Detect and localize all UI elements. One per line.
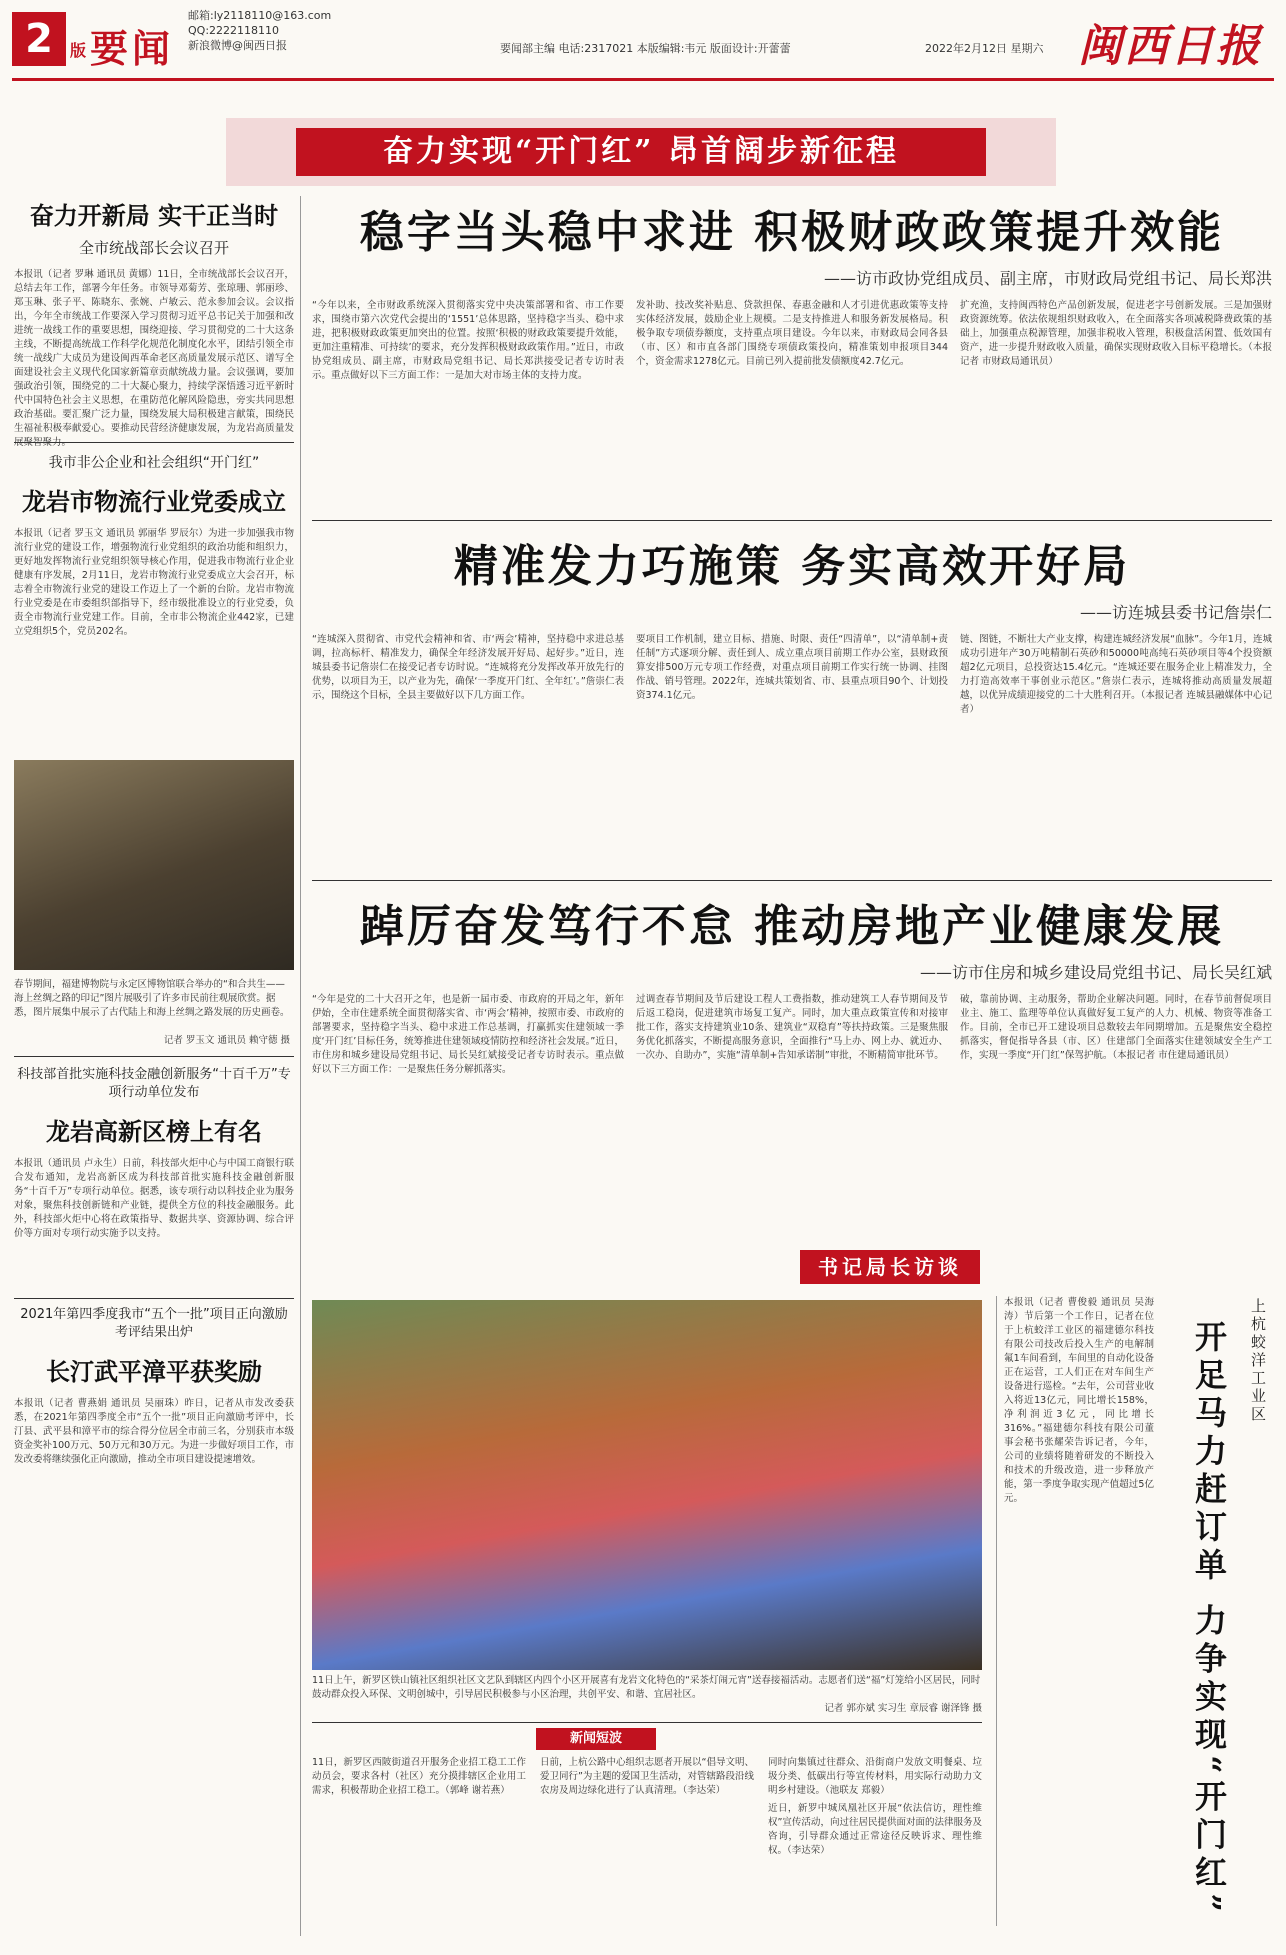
article-title: 龙岩高新区榜上有名 bbox=[46, 1117, 262, 1146]
interview-title: 开足马力赶订单 力争实现“开门红” bbox=[1190, 1320, 1228, 1918]
article-title: 踔厉奋发笃行不怠 推动房地产业健康发展 bbox=[359, 901, 1225, 952]
divider bbox=[14, 1298, 294, 1299]
divider bbox=[312, 880, 1272, 881]
contact-qq: QQ:2222118110 bbox=[188, 24, 280, 37]
festival-photo bbox=[312, 1300, 982, 1670]
news-briefs-tag: 新闻短波 bbox=[536, 1728, 656, 1750]
main-article-2 bbox=[312, 530, 1272, 903]
article-subtitle: 全市统战部长会议召开 bbox=[78, 239, 229, 257]
interview-divider bbox=[996, 1296, 997, 1926]
contact-email: 邮箱:ly2118110@163.com bbox=[188, 9, 332, 22]
article-title: 稳字当头稳中求进 积极财政政策提升效能 bbox=[359, 207, 1225, 258]
news-brief-item: 同时向集镇过往群众、沿街商户发放文明餐桌、垃圾分类、低碳出行等宣传材料，用实际行动助力文明乡村建设。（池联友 郑毅） bbox=[768, 1757, 982, 1796]
newspaper-logo: 闽西日报 bbox=[1078, 21, 1262, 72]
page-number: 2 bbox=[12, 12, 66, 66]
article-body: 本报讯（记者 罗琳 通讯员 黄娜）11日，全市统战部长会议召开，总结去年工作，部署今年任务。市领导邓菊芳、张琼珊、郭丽珍、郑玉琳、张子平、陈晓东、张婉、卢敏云、范永参加会议。会议指出，今年全市统战工作要深入学习贯彻习近平总书记关于加强和改进统一战线工作的重要思想，围绕迎接、学习贯彻党的二十大这条主线，不断提高统战工作科学化规范化制度化水平，团结引领全市统一战线广大成员为建设闽西革命老区高质量发展示范区、谱写全面建设社会主义现代化国家新篇章贡献统战力量。会议强调，要加强政治引领，围绕党的二十大凝心聚力，持续学深悟透习近平新时代中国特色社会主义思想，在重防范化解风险隐患，旁实共同思想政治基础。要汇聚广泛力量，围绕发展大局积极建言献策，围绕民生福祉积极奉献爱心。要推动民营经济健康发展，为龙岩高质量发 bbox=[14, 269, 294, 434]
exhibition-photo bbox=[14, 760, 294, 970]
article-title: 奋力开新局 实干正当时 bbox=[29, 201, 279, 230]
article-body-col: 扩充渔，支持闽西特色产品创新发展，促进老字号创新发展。三是加强财政资源统筹。依法依规组织财政收入，在全面落实各项减税降费政策的基础上，加强重点税源管理，加强非税收入管理，积极盘活闲置、低效国有资产，进一步提升财政收入质量，确保实现财政收入目标平稳增长。（本报记者 市财政局通讯员） bbox=[960, 300, 1272, 367]
news-brief-item: 近日，新罗中城凤凰社区开展“依法信访，理性维权”宣传活动，向过往居民提供面对面的法律服务及咨询，引导群众通过正常途径反映诉求、理性维权。（李达荣） bbox=[768, 1803, 982, 1856]
interview-side-label: 上杭蛟洋工业区 bbox=[1249, 1298, 1267, 1424]
article-kicker: 我市非公企业和社会组织“开门红” bbox=[48, 455, 260, 471]
article-title: 龙岩市物流行业党委成立 bbox=[22, 487, 286, 516]
masthead-rule bbox=[12, 78, 1274, 81]
contact-weibo: 新浪微博@闽西日报 bbox=[188, 39, 287, 52]
interview-body: 本报讯（记者 曹俊毅 通讯员 吴海涛）节后第一个工作日，记者在位于上杭蛟洋工业区的福建德尔科技有限公司技改后投入生产的电解制氟1车间看到，车间里的自动化设备正在运营，工人们正在对车间生产设备进行巡检。“去年，公司营业收入将近13亿元，同比增长158%，净利润近3亿元，同比增长316%。”福建德尔科技有限公司董事会秘书张耀荣告诉记者，今年，公司的业绩将随着研发的不断投入和技术的升级改造，进一步释放产能，第一季度争取实现产值超过5亿元。 bbox=[1004, 1297, 1154, 1504]
editor-info: 要闻部主编 电话:2317021 本版编辑:韦元 版面设计:开蕾蕾 bbox=[500, 42, 791, 55]
interview-tag: 书记局长访谈 bbox=[800, 1250, 980, 1284]
issue-date: 2022年2月12日 星期六 bbox=[925, 42, 1044, 55]
photo-credit: 记者 郭亦斌 实习生 章辰睿 谢泽锋 摄 bbox=[824, 1703, 982, 1714]
left-article-4 bbox=[14, 1306, 294, 1567]
divider bbox=[14, 442, 294, 443]
left-article-1 bbox=[14, 196, 294, 476]
article-body-col: 过调查春节期间及节后建设工程人工费指数，推动建筑工人春节期间及节后返工稳岗，促进建筑市场复工复产。同时，加大重点政策宣传和对接审批工作，落实支持建筑业10条、建筑业“双稳育”等扶持政策。三是聚焦服务优化抓落实，不断提高服务意识，全面推行“马上办、网上办、就近办、一次办、自助办”，实施“清单制+告知承诺制”审批，不断精简审批环节。 bbox=[636, 994, 948, 1061]
article-body-col: 发补助、技改奖补贴息、贷款担保、春惠金融和人才引进优惠政策等支持实体经济发展，鼓励企业上规模。二是支持推进人和服务新发展格局。积极争取专项债券额度，支持重点项目建设。今年以来，市财政局会同各县（市、区）和市直各部门围绕专项债政策投向，精准策划申报项目344个，资金需求1278亿元。目前已列入提前批发债额度42.7亿元。 bbox=[636, 300, 948, 367]
left-article-2 bbox=[14, 452, 294, 763]
article-body-col: 破，靠前协调、主动服务，帮助企业解决问题。同时，在春节前督促项目业主、施工、监理等单位认真做好复工复产的人力、机械、物资等准备工作。目前，全市已开工建设项目总数较去年同期增加。五是聚焦安全稳控抓落实，督促指导各县（市、区）住建部门全面落实住建领域安全生产工作，实现一季度“开门红”保驾护航。（本报记者 市住建局通讯员） bbox=[960, 994, 1272, 1061]
contact-info bbox=[188, 8, 331, 53]
article-title: 长汀武平漳平获奖励 bbox=[46, 1357, 262, 1386]
article-body-col: “今年是党的二十大召开之年，也是新一届市委、市政府的开局之年，新年伊始，全市住建系统全面贯彻落实省、市‘两会’精神，按照市委、市政府的部署要求，坚持稳字当头、稳中求进工作总基调，打赢抓实住建领域一季度‘开门红’目标任务，统筹推进住建领域疫情防控和经济社会发展。”近日，市住房和城乡建设局党组书记、局长吴红斌接受记者专访时表示。重点做好以下三方面工作：一是聚焦任务分解抓落实。 bbox=[312, 994, 624, 1075]
divider bbox=[14, 1056, 294, 1057]
article-body-col: 链、图链，不断壮大产业支撑，构建连城经济发展“血脉”。今年1月，连城成功引进年产30万吨精制石英砂和50000吨高纯石英砂项目等4个投资额超2亿元项目，总投资达15.4亿元。“连城还要在服务企业上精准发力，全力打造高效率干事创业示范区。”詹崇仁表示，连城将推动高质量发展超越，以优异成绩迎接党的二十大胜利召开。（本报记者 连城县融媒体中心记者） bbox=[960, 634, 1272, 715]
article-kicker: 2021年第四季度我市“五个一批”项目正向激励考评结果出炉 bbox=[20, 1307, 288, 1340]
photo-credit: 记者 罗玉文 通讯员 赖守德 摄 bbox=[163, 1035, 290, 1046]
article-byline: ——访市政协党组成员、副主席，市财政局党组书记、局长郑洪 bbox=[823, 269, 1272, 288]
page-suffix: 版 bbox=[70, 41, 87, 60]
main-article-1 bbox=[312, 196, 1272, 549]
divider bbox=[312, 1722, 982, 1723]
article-byline: ——访市住房和城乡建设局党组书记、局长吴红斌 bbox=[919, 963, 1272, 982]
left-article-3 bbox=[14, 1066, 294, 1297]
article-body-col: 要项目工作机制，建立目标、措施、时限、责任“四清单”，以“清单制+责任制”方式逐项分解、责任到人、成立重点项目前期工作办公室，县财政预算安排500万元专项工作经费，对重点项目前期工作实行统一协调、挂图作战、销号管理。2022年，连城共策划省、市、县重点项目90个、计划投资374.1亿元。 bbox=[636, 634, 948, 701]
article-body: 本报讯（记者 曹燕娟 通讯员 吴丽珠）昨日，记者从市发改委获悉，在2021年第四季度全市“五个一批”项目正向激励考评中，长汀县、武平县和漳平市的综合得分位居全市前三名，分别获市本级资金奖补100万元、50万元和30万元。为进一步做好项目工作，市发改委将继续强化正向激励，推动全市项目建设提速增效。 bbox=[14, 1398, 294, 1465]
article-body: 本报讯（记者 罗玉文 通讯员 郭丽华 罗辰尔）为进一步加强我市物流行业党的建设工作，增强物流行业党组织的政治功能和组织力，更好地发挥物流行业党组织领导核心作用，促进我市物流行业企业健康有序发展，2月11日，龙岩市物流行业党委成立大会召开，标志着全市物流行业党的建设工作迈上了一个新的台阶。龙岩市物流行业党委是在市委组织部指导下，经市级批准设立的行业党委，负责全市物流行业党建工作。目前，全市非公物流企业442家，已建立党组织5个，党员202名。 bbox=[14, 528, 294, 637]
photo-caption: 11日上午，新罗区铁山镇社区组织社区文艺队到辖区内四个小区开展喜有龙岩文化特色的“采茶灯闹元宵”送春接福活动。志愿者们送“福”灯笼给小区居民，同时鼓动群众投入环保、文明创城中，引导居民积极参与小区治理，共创平安、和谐、宜居社区。 bbox=[312, 1675, 981, 1700]
article-body-col: “连城深入贯彻省、市党代会精神和省、市‘两会’精神，坚持稳中求进总基调，拉高标杆、精准发力，确保全年经济发展开好局、起好步。”近日，连城县委书记詹崇仁在接受记者专访时说。“连城将充分发挥改革开放先行的优势，以项目为王，以产业为先，确保‘一季度开门红、全年红’。”詹崇仁表示，围绕这个目标，全县主要做好以下几方面工作。 bbox=[312, 634, 624, 701]
news-briefs bbox=[312, 1756, 982, 1858]
article-body: 本报讯（通讯员 卢永生）日前，科技部火炬中心与中国工商银行联合发布通知，龙岩高新区成为科技部首批实施科技金融创新服务“十百千万”专项行动单位。据悉，该专项行动以科技企业为服务对象，聚焦科技创新链和产业链，提供全方位的科技金融服务。此外，科技部火炬中心将在政策指导、数据共享、资源协调、综合评价等方面对专项行动实施予以支持。 bbox=[14, 1158, 294, 1239]
divider bbox=[312, 520, 1272, 521]
page-banner: 奋力实现“开门红” 昂首阔步新征程 bbox=[296, 128, 986, 176]
news-brief-item: 日前，上杭公路中心组织志愿者开展以“倡导文明、爱卫同行”为主题的爱国卫生活动，对管辖路段沿线农房及周边绿化进行了认真清理。（李达荣） bbox=[540, 1757, 754, 1796]
article-body-col: “今年以来，全市财政系统深入贯彻落实党中央决策部署和省、市工作要求，围绕市第六次党代会提出的‘1551’总体思路，坚持稳字当头、稳中求进，把积极财政政策更加突出的位置。按照‘积极的财政政策要提升效能，更加注重精准、可持续’的要求，充分发挥积极财政政策作用。”近日，市政协党组成员、副主席，市财政局党组书记、局长郑洪接受记者专访时表示。重点做好以下三方面工作：一是加大对市场主体的支持力度。 bbox=[312, 300, 624, 381]
article-title: 精准发力巧施策 务实高效开好局 bbox=[453, 541, 1131, 592]
article-kicker: 科技部首批实施科技金融创新服务“十百千万”专项行动单位发布 bbox=[17, 1067, 291, 1100]
news-brief-item: 11日，新罗区西陂街道召开服务企业招工稳工工作动员会，要求各村（社区）充分摸排辖区企业用工需求，积极帮助企业招工稳工。（郭峰 谢若燕） bbox=[312, 1757, 526, 1796]
column-divider bbox=[300, 196, 301, 1936]
section-title: 要闻 bbox=[90, 26, 175, 71]
photo-caption: 春节期间，福建博物院与永定区博物馆联合举办的“和合共生——海上丝绸之路的印记”图片展吸引了许多市民前往观展欣赏。据悉，图片展集中展示了古代陆上和海上丝绸之路发展的历史画卷。 bbox=[14, 979, 290, 1018]
article-byline: ——访连城县委书记詹崇仁 bbox=[1079, 603, 1272, 622]
main-article-3 bbox=[312, 890, 1272, 1243]
